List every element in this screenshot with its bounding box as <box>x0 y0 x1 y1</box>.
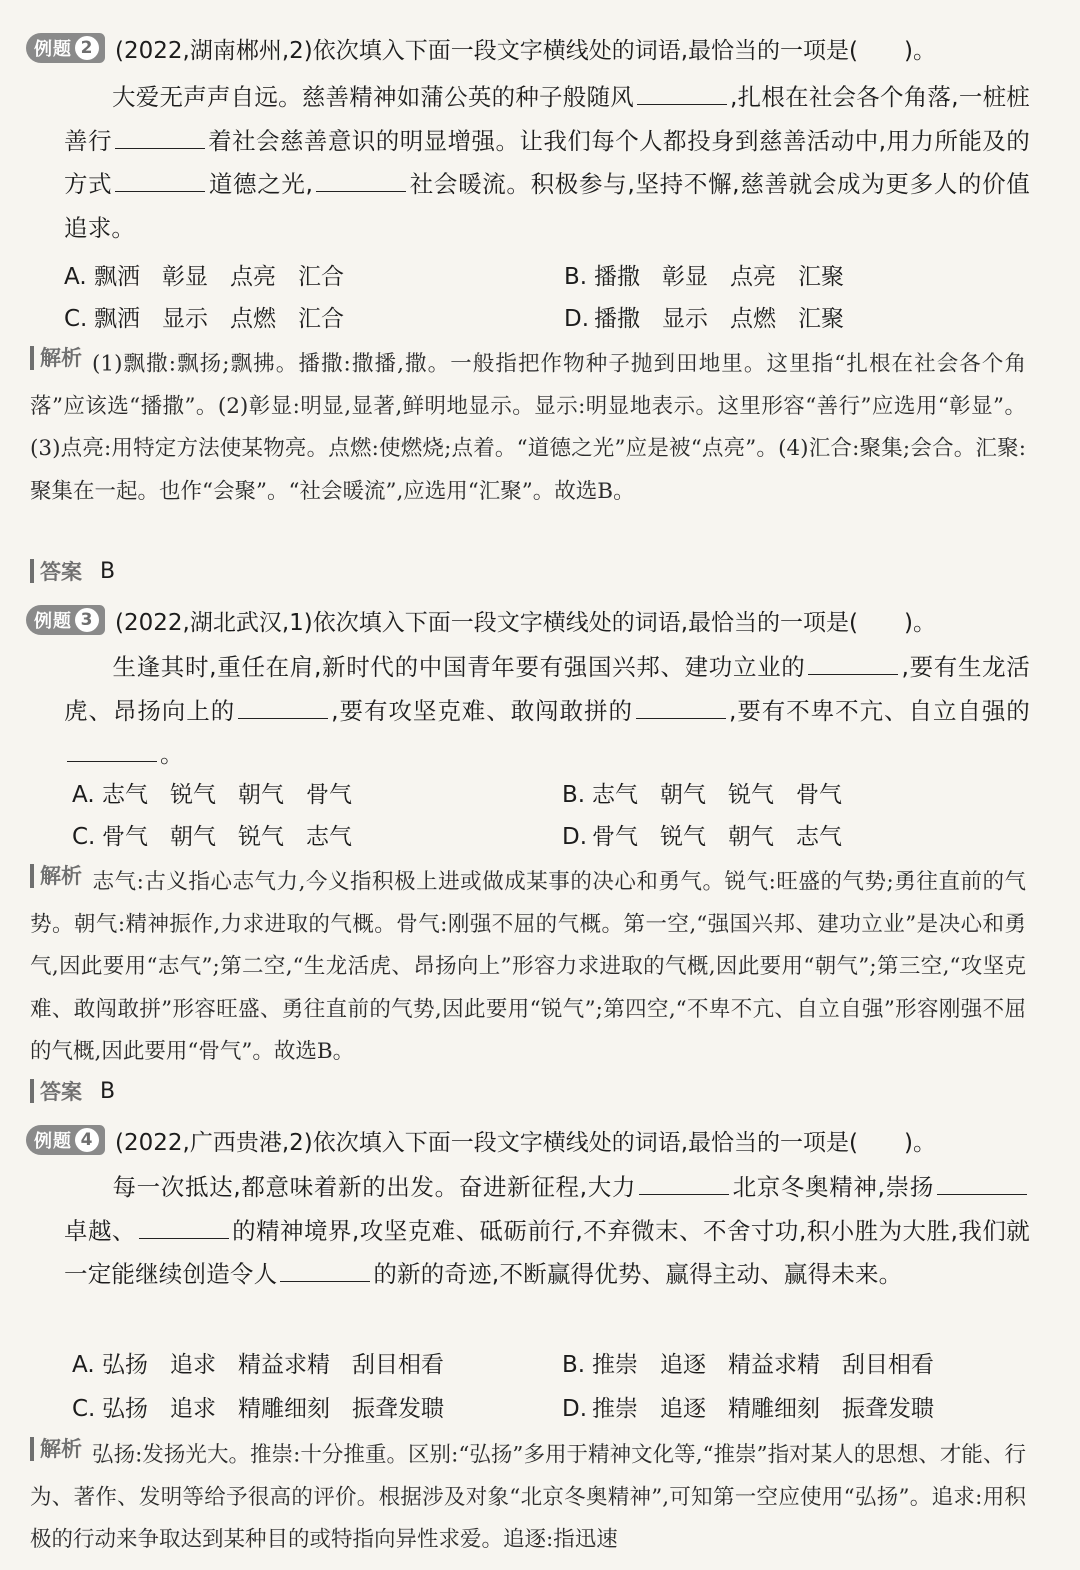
question-3-answer <box>30 1072 115 1110</box>
option-b: B. 推崇 追逐 精益求精 刮目相看 <box>562 1352 934 1378</box>
option-a: A. 志气 锐气 朝气 骨气 <box>72 782 352 808</box>
option-a: A. 弘扬 追求 精益求精 刮目相看 <box>72 1352 444 1378</box>
answer-value: B <box>100 558 116 584</box>
question-3-title: (2022,湖北武汉,1)依次填入下面一段文字横线处的词语,最恰当的一项是( )。 <box>115 609 936 636</box>
question-2-header <box>26 28 936 68</box>
option-d: D. 播撒 显示 点燃 汇聚 <box>564 306 844 332</box>
example-badge: 例题 4 <box>26 1125 105 1155</box>
example-badge: 例题 3 <box>26 605 105 635</box>
question-4-analysis: 解析 弘扬:发扬光大。推崇:十分推重。区别:“弘扬”多用于精神文化等,“推崇”指对某人的思想、才能、行为、著作、发明等给予很高的评价。根据涉及对象“北京冬奥精神”,可知第一空应使用“弘扬”。追求:用积极的行动来争取达到某种目的或特指向异性求爱。追逐:指迅速 <box>30 1428 1026 1562</box>
analysis-tag: 解析 <box>30 1428 82 1471</box>
question-2-title: (2022,湖南郴州,2)依次填入下面一段文字横线处的词语,最恰当的一项是( )。 <box>115 37 936 64</box>
answer-value: B <box>100 1078 116 1104</box>
option-c: C. 弘扬 追求 精雕细刻 振聋发聩 <box>72 1396 444 1422</box>
question-2-passage: 大爱无声声自远。慈善精神如蒲公英的种子般随风 ,扎根在社会各个角落,一桩桩善行 着社会慈善意识的明显增强。让我们每个人都投身到慈善活动中,用力所能及的方式 道德之光, 社会暖流。积极参与,坚持不懈,慈善就会成为更多人的价值追求。 <box>64 76 1030 250</box>
fill-blank <box>67 737 157 762</box>
answer-tag: 答案 <box>30 556 82 586</box>
fill-blank <box>637 80 727 105</box>
question-4-header <box>26 1120 936 1160</box>
analysis-tag: 解析 <box>30 855 82 898</box>
question-3-header <box>26 600 936 640</box>
fill-blank <box>280 1257 370 1282</box>
fill-blank <box>115 167 205 192</box>
option-c: C. 骨气 朝气 锐气 志气 <box>72 824 352 850</box>
option-b: B. 志气 朝气 锐气 骨气 <box>562 782 842 808</box>
fill-blank <box>316 167 406 192</box>
fill-blank <box>808 650 898 675</box>
fill-blank <box>639 1170 729 1195</box>
option-b: B. 播撒 彰显 点亮 汇聚 <box>564 264 844 290</box>
analysis-tag: 解析 <box>30 337 82 380</box>
question-4-title: (2022,广西贵港,2)依次填入下面一段文字横线处的词语,最恰当的一项是( )。 <box>115 1129 936 1156</box>
fill-blank <box>238 694 328 719</box>
fill-blank <box>937 1170 1027 1195</box>
question-3-passage: 生逢其时,重任在肩,新时代的中国青年要有强国兴邦、建功立业的 ,要有生龙活虎、昂扬向上的 ,要有攻坚克难、敢闯敢拼的 ,要有不卑不亢、自立自强的。 <box>64 646 1030 777</box>
fill-blank <box>139 1214 229 1239</box>
fill-blank <box>636 694 726 719</box>
option-d: D. 推崇 追逐 精雕细刻 振聋发聩 <box>562 1396 934 1422</box>
fill-blank <box>115 124 205 149</box>
question-3-analysis: 解析 志气:古义指心志气力,今义指积极上进或做成某事的决心和勇气。锐气:旺盛的气势;勇往直前的气势。朝气:精神振作,力求进取的气概。骨气:刚强不屈的气概。第一空,“强国兴邦、建功立业”是决心和勇气,因此要用“志气”;第二空,“生龙活虎、昂扬向上”形容力求进取的气概,因此要用“朝气”;第三空,“攻坚克难、敢闯敢拼”形容旺盛、勇往直前的气势,因此要用“锐气”;第四空,“不卑不亢、自立自强”形容刚强不屈的气概,因此要用“骨气”。故选B。 <box>30 855 1026 1074</box>
question-4-passage: 每一次抵达,都意味着新的出发。奋进新征程,大力 北京冬奥精神,崇扬卓越、 的精神境界,攻坚克难、砥砺前行,不弃微末、不舍寸功,积小胜为大胜,我们就一定能继续创造令人 的新的奇迹,不断赢得优势、赢得主动、赢得未来。 <box>64 1166 1030 1297</box>
option-d: D. 骨气 锐气 朝气 志气 <box>562 824 842 850</box>
answer-tag: 答案 <box>30 1076 82 1106</box>
question-2-answer <box>30 552 115 590</box>
example-badge: 例题 2 <box>26 33 105 63</box>
question-2-analysis: 解析 (1)飘撒:飘扬;飘拂。播撒:撒播,撒。一般指把作物种子抛到田地里。这里指“扎根在社会各个角落”应该选“播撒”。(2)彰显:明显,显著,鲜明地显示。显示:明显地表示。这里形容“善行”应选用“彰显”。(3)点亮:用特定方法使某物亮。点燃:使燃烧;点着。“道德之光”应是被“点亮”。(4)汇合:聚集;会合。汇聚:聚集在一起。也作“会聚”。“社会暖流”,应选用“汇聚”。故选B。 <box>30 337 1026 513</box>
option-a: A. 飘洒 彰显 点亮 汇合 <box>64 264 344 290</box>
option-c: C. 飘洒 显示 点燃 汇合 <box>64 306 344 332</box>
